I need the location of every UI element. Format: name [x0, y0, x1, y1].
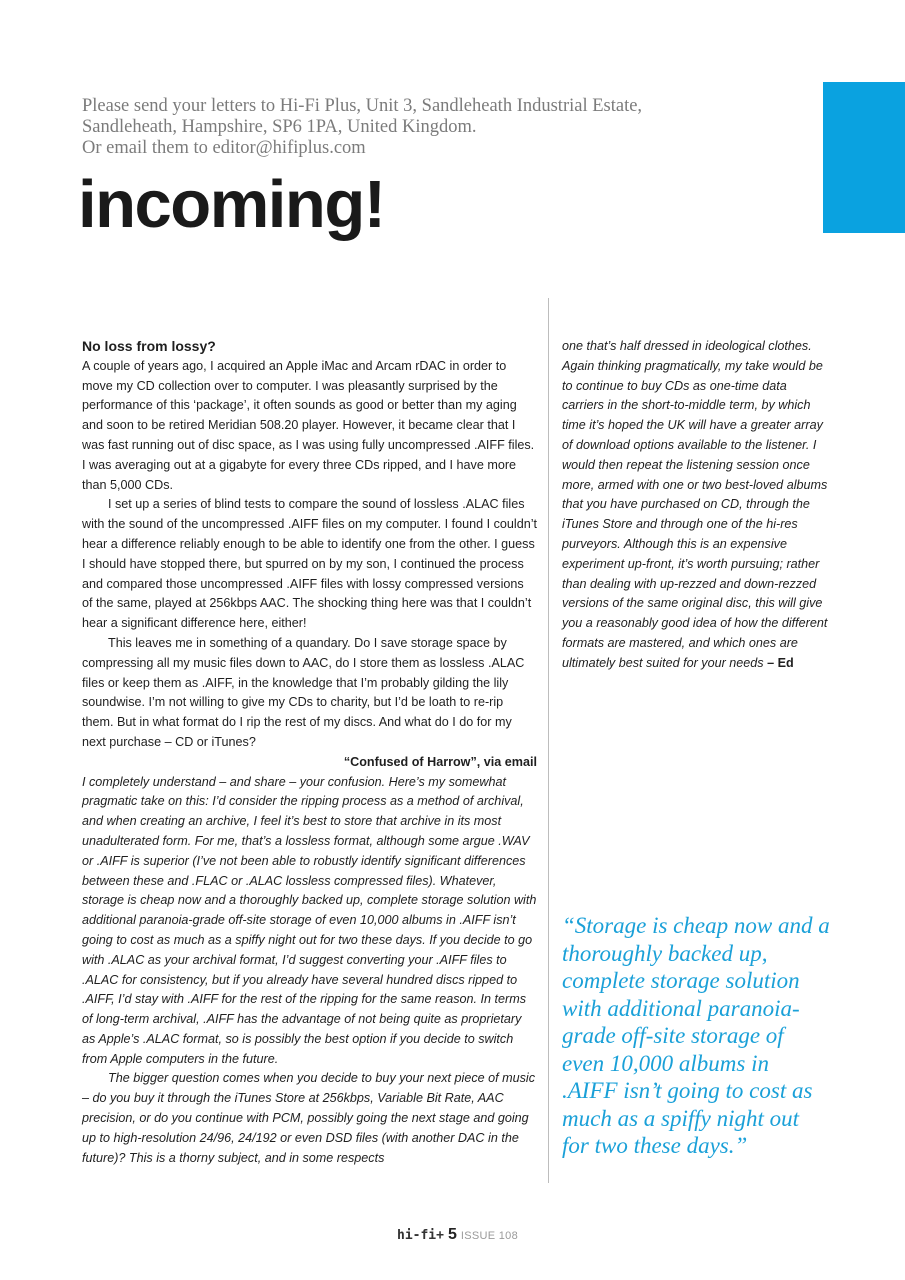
pull-quote: “Storage is cheap now and a thoroughly backed up, complete storage solution with additional paranoia-grade off-site storage of even 10,000 albums in .AIFF isn’t going to cost as much as a spiffy night out for two these days.”	[562, 913, 830, 1158]
section-title: incoming!	[78, 167, 385, 242]
reply-paragraph: I completely understand – and share – your confusion. Here’s my somewhat pragmatic take on this: I’d consider the ripping process as a method of archival, and when creating an archive, I feel it’s best to store that archive in its most unadulterated form. For me, that’s a lossless format, although some argue .WAV or .AIFF is superior (I’ve not been able to robustly identify significant differences between these and .FLAC or .ALAC lossless compressed files). Whatever, storage is cheap now and a thoroughly backed up, complete storage solution with additional paranoia-grade off-site storage of even 10,000 albums in .AIFF isn’t going to cost as much as a spiffy night out for two these days. If you decide to go with .ALAC as your archival format, I’d suggest converting your .AIFF files to .ALAC for consistency, but if you already have several hundred discs ripped to .AIFF, I’d stay with .AIFF for the rest of the ripping for the same reason. In terms of long-term archival, .AIFF has the advantage of not being quite as proprietary as Apple’s .ALAC format, so is possibly the best option if you decide to switch from Apple computers in the future.	[82, 774, 537, 1066]
letter-signoff: “Confused of Harrow”, via email	[343, 754, 537, 769]
letter-paragraph: I set up a series of blind tests to compare the sound of lossless .ALAC files with the sound of the uncompressed .AIFF files on my computer. I found I couldn’t hear a difference reliably enough to be able to identify one from the other. I guess I should have stopped there, but spurred on by my son, I continued the process and compared those uncompressed .AIFF files with lossy compressed versions of the same, played at 256kbps AAC. The shocking thing here was that I couldn’t hear a significant difference here, either!	[82, 497, 538, 631]
issue-number: ISSUE 108	[460, 1230, 518, 1242]
letter-paragraph: This leaves me in something of a quandary. Do I save storage space by compressing all my music files down to AAC, do I store them as lossless .ALAC files or keep them as .AIFF, in the knowledge that I’m probably gilding the lily soundwise. I’m not willing to give my CDs to charity, but I’d be loath to re-rip them. But in what format do I rip the rest of my discs. And what do I do for my next purchase – CD or iTunes?	[82, 635, 525, 749]
letter-paragraph: A couple of years ago, I acquired an Apple iMac and Arcam rDAC in order to move my CD collection over to computer. I was pleasantly surprised by the performance of this ‘package’, it often sounds as good or better than my aging and soon to be retired Meridian 508.20 player. However, it became clear that I was fast running out of disc space, as I was using fully uncompressed .AIFF files. I was averaging out at a gigabyte for every three CDs ripped, and I have more than 5,000 CDs.	[82, 358, 535, 492]
intro-line-3: Or email them to editor@hifiplus.com	[82, 138, 366, 158]
letter-heading: No loss from lossy?	[82, 338, 216, 354]
reply-paragraph: The bigger question comes when you decide to buy your next piece of music – do you buy it through the iTunes Store at 256kbps, Variable Bit Rate, AAC precision, or do you continue with PCM, possibly going the next stage and going up to high-resolution 24/96, 24/192 or even DSD files (with another DAC in the future)? This is a thorny subject, and in some respects	[82, 1071, 536, 1165]
editor-signoff: – Ed	[767, 655, 794, 670]
left-column	[82, 337, 537, 1168]
intro-line-2: Sandleheath, Hampshire, SP6 1PA, United Kingdom.	[82, 117, 477, 137]
letters-address-intro	[82, 96, 802, 159]
magazine-logo: hi-fi+	[397, 1228, 444, 1243]
right-column	[562, 337, 830, 674]
reply-continued: one that’s half dressed in ideological clothes. Again thinking pragmatically, my take would be to continue to buy CDs as one-time data carriers in the short-to-middle term, by which time it’s hoped the UK will have a greater array of download options available to the listener. I would then repeat the listening session once more, armed with one or two best-loved albums that you have purchased on CD, through the iTunes Store and through one of the hi-res purveyors. Although this is an expensive experiment up-front, it’s worth pursuing; rather than dealing with up-rezzed and down-rezzed versions of the same original disc, this will give you a reasonably good idea of how the different formats are mastered, and which ones are ultimately best suited for your needs	[562, 339, 828, 670]
intro-line-1: Please send your letters to Hi-Fi Plus, Unit 3, Sandleheath Industrial Estate,	[82, 96, 643, 116]
section-color-tab	[823, 82, 905, 233]
column-divider	[548, 298, 549, 1183]
page-footer	[397, 1226, 518, 1244]
page-number: 5	[447, 1226, 457, 1243]
